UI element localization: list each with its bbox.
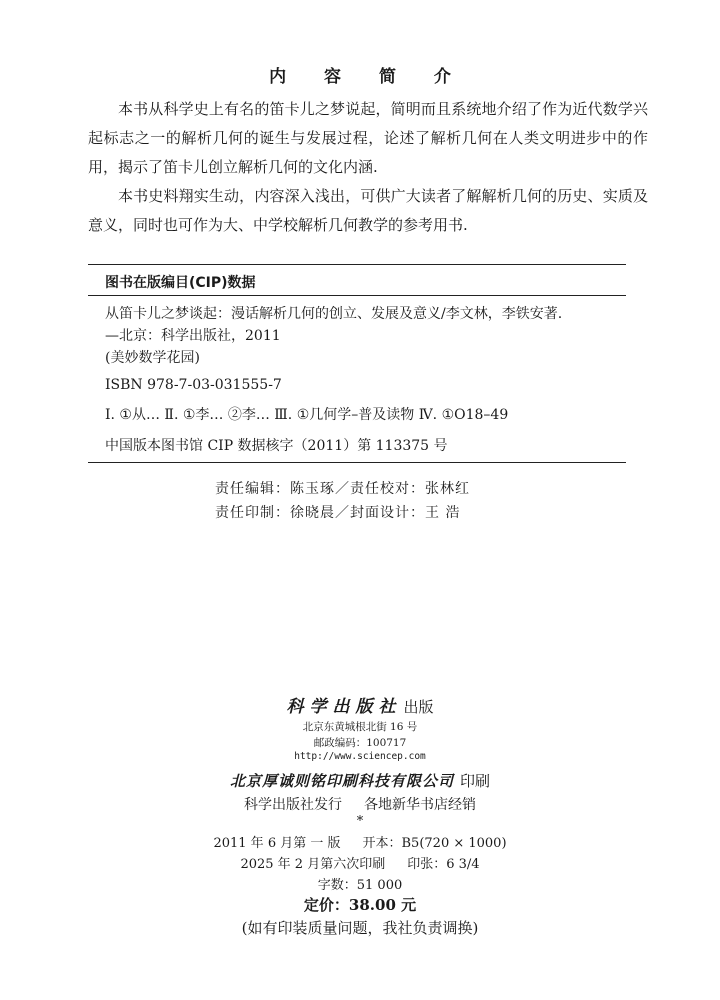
printing-line: [0, 853, 720, 872]
distribution-bookstores: 各地新华书店经销: [364, 797, 476, 813]
editors-line-2: 责任印制：徐晓晨／封面设计：王 浩: [215, 505, 461, 521]
format-size: 开本：B5(720 × 1000): [362, 836, 507, 851]
cip-heading-rule: [88, 295, 626, 296]
printer-line: [0, 770, 720, 791]
price-value: 38.00 元: [348, 896, 417, 914]
printing-date: 2025 年 2 月第六次印刷: [240, 857, 386, 872]
quality-note: (如有印装质量问题，我社负责调换): [241, 919, 479, 937]
publisher-suffix: 出版: [403, 698, 434, 716]
publisher-postcode: 邮政编码：100717: [313, 737, 407, 749]
cip-classification-line: Ⅰ. ①从… Ⅱ. ①李… ②李… Ⅲ. ①几何学–普及读物 Ⅳ. ①O18–49: [105, 407, 509, 423]
editors-line-1: 责任编辑：陈玉琢／责任校对：张林红: [215, 481, 470, 497]
cip-publisher-line: —北京：科学出版社，2011: [105, 328, 281, 344]
publisher-line: [0, 692, 720, 717]
publisher-address: 北京东黄城根北街 16 号: [302, 721, 418, 733]
publisher-url: http://www.sciencep.com: [294, 751, 426, 762]
printer-suffix: 印刷: [460, 772, 491, 790]
cip-library-line: 中国版本图书馆 CIP 数据核字（2011）第 113375 号: [105, 438, 448, 454]
cip-top-rule: [88, 264, 626, 265]
price-label: 定价：: [303, 896, 349, 914]
cip-bottom-rule: [88, 462, 626, 463]
distribution-publisher: 科学出版社发行: [244, 797, 342, 813]
summary-paragraph: 本书史料翔实生动，内容深入浅出，可供广大读者了解解析几何的历史、实质及意义，同时也可作为大、中学校解析几何教学的参考用书.: [88, 187, 648, 234]
summary-paragraph: 本书从科学史上有名的笛卡儿之梦说起，简明而且系统地介绍了作为近代数学兴起标志之一的解析几何的诞生与发展过程，论述了解析几何在人类文明进步中的作用，揭示了笛卡儿创立解析几何的文化内涵.: [88, 100, 648, 176]
word-count: 字数：51 000: [317, 878, 403, 893]
printer-name: 北京厚诚则铭印刷科技有限公司: [229, 772, 454, 790]
cip-series-line: (美妙数学花园): [105, 350, 200, 366]
publisher-name: 科学出版社: [286, 697, 402, 717]
price-line: [0, 894, 720, 915]
cip-isbn-line: ISBN 978-7-03-031555-7: [105, 377, 282, 393]
edition-line: [0, 832, 720, 851]
printed-sheets: 印张：6 3/4: [407, 857, 480, 872]
cip-title-line: 从笛卡儿之梦谈起：漫话解析几何的创立、发展及意义/李文林，李铁安著.: [105, 306, 563, 322]
distribution-line: [0, 794, 720, 814]
summary-title: 内 容 简 介: [269, 67, 467, 87]
separator-star: *: [356, 814, 364, 829]
cip-heading: 图书在版编目(CIP)数据: [105, 275, 256, 291]
edition-date: 2011 年 6 月第 一 版: [213, 836, 341, 851]
